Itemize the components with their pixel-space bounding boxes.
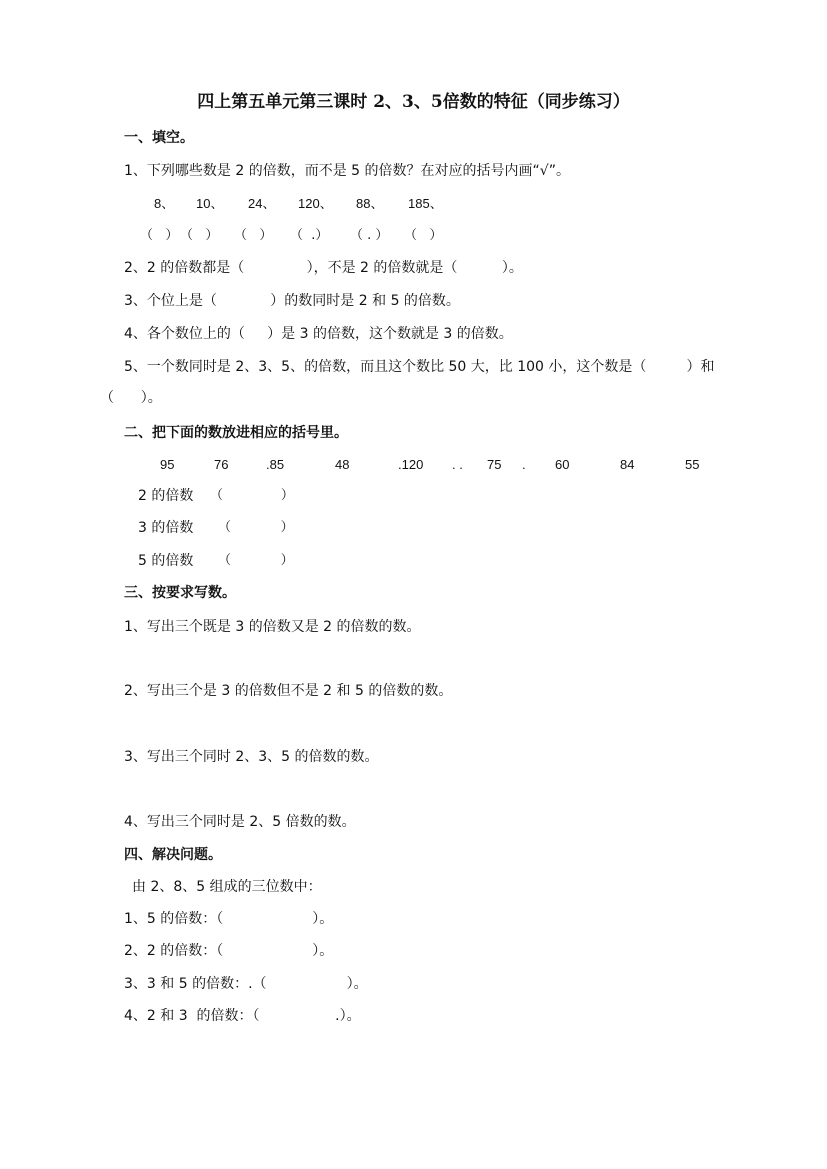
s3-question-4: 4、写出三个同时是 2、5 倍数的数。	[124, 814, 356, 830]
s3-question-3: 3、写出三个同时 2、3、5 的倍数的数。	[124, 749, 379, 765]
s2-answer-paren[interactable]: （ ）	[218, 520, 294, 535]
s2-number: 55	[685, 457, 700, 472]
s1-question-2: 2、2 的倍数都是（ ），不是 2 的倍数就是（ ）。	[124, 260, 523, 276]
s1-q1-answer-paren[interactable]: （ ）	[180, 228, 219, 243]
s1-q1-number: 8、	[154, 196, 175, 211]
s2-number: 60	[555, 457, 570, 472]
s1-q1-answer-paren[interactable]: （ ）	[404, 228, 443, 243]
s2-number: 95	[160, 457, 175, 472]
s2-number: 84	[620, 457, 635, 472]
s1-question-4: 4、各个数位上的（ ）是 3 的倍数，这个数就是 3 的倍数。	[124, 326, 513, 342]
s1-q1-answer-paren[interactable]: （ . ）	[350, 228, 389, 243]
s2-answer-paren[interactable]: （ ）	[210, 488, 294, 503]
s2-number: 48	[335, 457, 350, 472]
s1-question-1: 1、下列哪些数是 2 的倍数，而不是 5 的倍数？在对应的括号内画“√”。	[124, 163, 570, 179]
s1-q1-answer-paren[interactable]: （ ）	[140, 228, 179, 243]
section-1-heading: 一、填空。	[124, 130, 194, 146]
s1-q1-number: 24、	[248, 196, 276, 211]
s2-number: 75	[487, 457, 502, 472]
s4-question-4: 4、2 和 3 的倍数：（ .）。	[124, 1008, 361, 1024]
s1-q1-answer-paren[interactable]: （ ）	[234, 228, 273, 243]
s2-row-label: 2 的倍数	[138, 488, 194, 504]
s4-question-2: 2、2 的倍数：（ ）。	[124, 943, 334, 959]
s2-number: .	[522, 457, 526, 472]
s2-number: 76	[214, 457, 229, 472]
s1-q1-number: 88、	[356, 196, 384, 211]
s2-number: . .	[452, 457, 463, 472]
section-4-heading: 四、解决问题。	[124, 847, 222, 863]
s3-question-2: 2、写出三个是 3 的倍数但不是 2 和 5 的倍数的数。	[124, 683, 453, 699]
s1-q1-number: 185、	[408, 196, 443, 211]
s1-q1-answer-paren[interactable]: （ .）	[290, 228, 329, 243]
s3-question-1: 1、写出三个既是 3 的倍数又是 2 的倍数的数。	[124, 619, 421, 635]
s4-question-1: 1、5 的倍数：（ ）。	[124, 911, 334, 927]
s2-number: .120	[398, 457, 424, 472]
section-3-heading: 三、按要求写数。	[124, 585, 236, 601]
s1-question-5-cont: （ ）。	[100, 390, 162, 406]
s4-intro: 由 2、8、5 组成的三位数中：	[132, 879, 322, 895]
s2-row-label: 5 的倍数	[138, 553, 194, 569]
s1-q1-number: 120、	[298, 196, 333, 211]
s1-q1-number: 10、	[196, 196, 224, 211]
page-title: 四上第五单元第三课时 2、3、5倍数的特征（同步练习）	[197, 92, 630, 112]
section-2-heading: 二、把下面的数放进相应的括号里。	[124, 425, 348, 441]
s1-question-5: 5、一个数同时是 2、3、5、的倍数，而且这个数比 50 大，比 100 小，这个数是（ ）和	[124, 359, 715, 375]
s2-row-label: 3 的倍数	[138, 520, 194, 536]
s1-question-3: 3、个位上是（ ）的数同时是 2 和 5 的倍数。	[124, 293, 460, 309]
s2-number: .85	[266, 457, 285, 472]
s2-answer-paren[interactable]: （ ）	[218, 553, 294, 568]
s4-question-3: 3、3 和 5 的倍数：.（ ）。	[124, 976, 368, 992]
